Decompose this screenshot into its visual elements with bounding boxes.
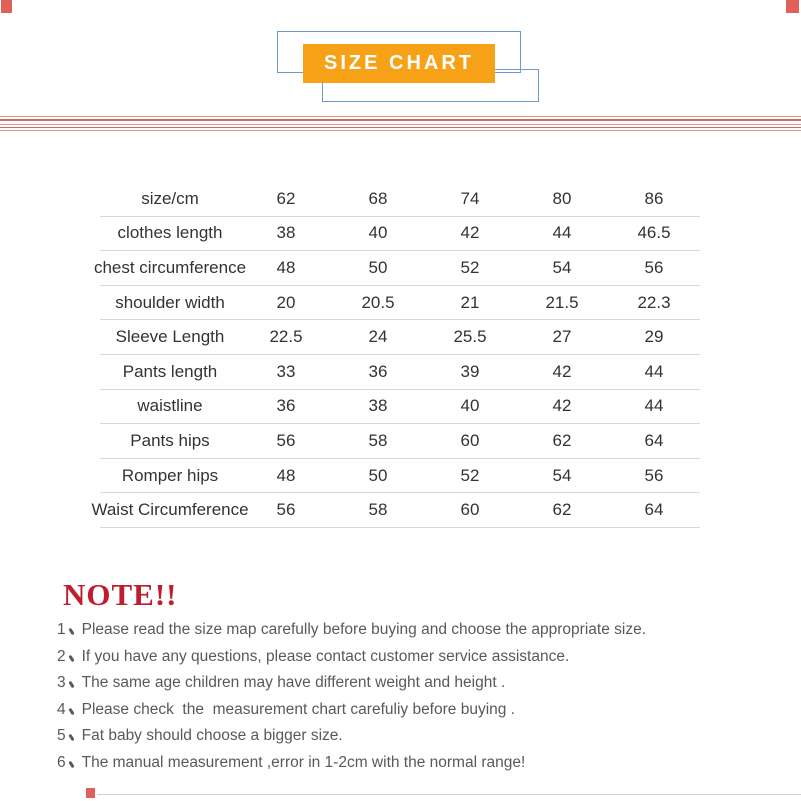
row-label: Pants hips bbox=[130, 430, 210, 450]
cell-value: 64 bbox=[644, 500, 664, 520]
size-chart-table bbox=[91, 182, 700, 528]
cell-value: 58 bbox=[368, 500, 388, 520]
cell-value: 56 bbox=[276, 500, 296, 520]
table-row bbox=[91, 493, 700, 528]
notes-list bbox=[57, 622, 767, 781]
cell-value: 48 bbox=[276, 257, 296, 277]
cell-value: 29 bbox=[644, 327, 664, 347]
table-row bbox=[100, 424, 700, 459]
cell-value: 80 bbox=[552, 188, 572, 208]
row-label: size/cm bbox=[141, 188, 199, 208]
cell-value: 60 bbox=[460, 500, 480, 520]
ideographic-comma-mark bbox=[68, 707, 74, 715]
cell-value: 62 bbox=[276, 188, 296, 208]
cell-value: 44 bbox=[644, 396, 664, 416]
note-text: If you have any questions, please contact customer service assistance. bbox=[81, 647, 570, 665]
stripe-divider bbox=[0, 116, 801, 131]
watermark-bottom-left-icon bbox=[86, 788, 95, 798]
cell-value: 39 bbox=[460, 361, 480, 381]
cell-value: 54 bbox=[552, 465, 572, 485]
cell-value: 21 bbox=[460, 292, 480, 312]
note-item bbox=[57, 622, 767, 638]
note-item bbox=[57, 702, 767, 718]
cell-value: 42 bbox=[552, 396, 572, 416]
note-number: 1 bbox=[57, 621, 66, 638]
cell-value: 44 bbox=[552, 223, 572, 243]
table-row bbox=[100, 355, 700, 390]
cell-value: 42 bbox=[460, 223, 480, 243]
note-text: The same age children may have different weight and height . bbox=[81, 674, 506, 691]
table-row bbox=[100, 286, 700, 321]
cell-value: 56 bbox=[644, 257, 664, 277]
note-text: The manual measurement ,error in 1-2cm with the normal range! bbox=[81, 753, 526, 771]
ideographic-comma-mark bbox=[68, 760, 74, 768]
note-text: Fat baby should choose a bigger size. bbox=[81, 727, 343, 744]
note-text: Please read the size map carefully before buying and choose the appropriate size. bbox=[81, 621, 646, 638]
cell-value: 48 bbox=[276, 465, 296, 485]
cell-value: 56 bbox=[644, 465, 664, 485]
cell-value: 38 bbox=[276, 223, 296, 243]
table-row bbox=[100, 182, 700, 217]
row-label: chest circumference bbox=[93, 257, 247, 277]
cell-value: 52 bbox=[460, 465, 480, 485]
note-item bbox=[57, 675, 767, 691]
note-item bbox=[57, 728, 767, 744]
row-label: shoulder width bbox=[115, 292, 225, 312]
cell-value: 50 bbox=[368, 465, 388, 485]
bottom-divider bbox=[97, 794, 801, 795]
cell-value: 54 bbox=[552, 257, 572, 277]
note-number: 4 bbox=[57, 700, 66, 718]
cell-value: 33 bbox=[276, 361, 296, 381]
row-label: Waist Circumference bbox=[91, 500, 249, 520]
size-chart-banner bbox=[303, 44, 495, 83]
banner-title: SIZE CHART bbox=[324, 52, 474, 74]
note-number: 5 bbox=[57, 727, 66, 744]
cell-value: 40 bbox=[460, 396, 480, 416]
cell-value: 27 bbox=[552, 327, 572, 347]
note-number: 3 bbox=[57, 674, 66, 691]
cell-value: 42 bbox=[552, 361, 572, 381]
cell-value: 22.5 bbox=[269, 327, 303, 347]
table-row bbox=[100, 217, 700, 252]
cell-value: 22.3 bbox=[637, 292, 671, 312]
cell-value: 68 bbox=[368, 188, 388, 208]
cell-value: 44 bbox=[644, 361, 664, 381]
row-label: Pants length bbox=[122, 361, 218, 381]
cell-value: 64 bbox=[644, 430, 664, 450]
cell-value: 21.5 bbox=[545, 292, 579, 312]
cell-value: 56 bbox=[276, 430, 296, 450]
cell-value: 38 bbox=[368, 396, 388, 416]
cell-value: 62 bbox=[552, 500, 572, 520]
note-number: 6 bbox=[57, 753, 66, 771]
table-row bbox=[100, 320, 700, 355]
row-label: clothes length bbox=[117, 223, 223, 243]
row-label: Sleeve Length bbox=[115, 327, 225, 347]
cell-value: 24 bbox=[368, 327, 388, 347]
note-item bbox=[57, 649, 767, 665]
cell-value: 40 bbox=[368, 223, 388, 243]
cell-value: 20 bbox=[276, 292, 296, 312]
cell-value: 25.5 bbox=[453, 327, 487, 347]
cell-value: 36 bbox=[276, 396, 296, 416]
note-item bbox=[57, 755, 767, 771]
cell-value: 58 bbox=[368, 430, 388, 450]
table-row bbox=[100, 390, 700, 425]
cell-value: 86 bbox=[644, 188, 664, 208]
row-label: Romper hips bbox=[121, 465, 219, 485]
table-row bbox=[93, 251, 700, 286]
table-row bbox=[100, 459, 700, 494]
cell-value: 62 bbox=[552, 430, 572, 450]
cell-value: 20.5 bbox=[361, 292, 395, 312]
ideographic-comma-mark bbox=[68, 681, 74, 689]
ideographic-comma-mark bbox=[68, 628, 74, 636]
ideographic-comma-mark bbox=[68, 654, 74, 662]
note-text: Please check the measurement chart carefuliy before buying . bbox=[81, 700, 515, 718]
watermark-top-left-icon bbox=[1, 0, 12, 13]
cell-value: 36 bbox=[368, 361, 388, 381]
note-heading: NOTE!! bbox=[63, 577, 178, 612]
watermark-top-right-icon bbox=[786, 0, 799, 13]
cell-value: 60 bbox=[460, 430, 480, 450]
cell-value: 52 bbox=[460, 257, 480, 277]
row-label: waistline bbox=[137, 396, 203, 416]
ideographic-comma-mark bbox=[68, 734, 74, 742]
cell-value: 46.5 bbox=[637, 223, 671, 243]
cell-value: 50 bbox=[368, 257, 388, 277]
cell-value: 74 bbox=[460, 188, 480, 208]
note-number: 2 bbox=[57, 647, 66, 665]
